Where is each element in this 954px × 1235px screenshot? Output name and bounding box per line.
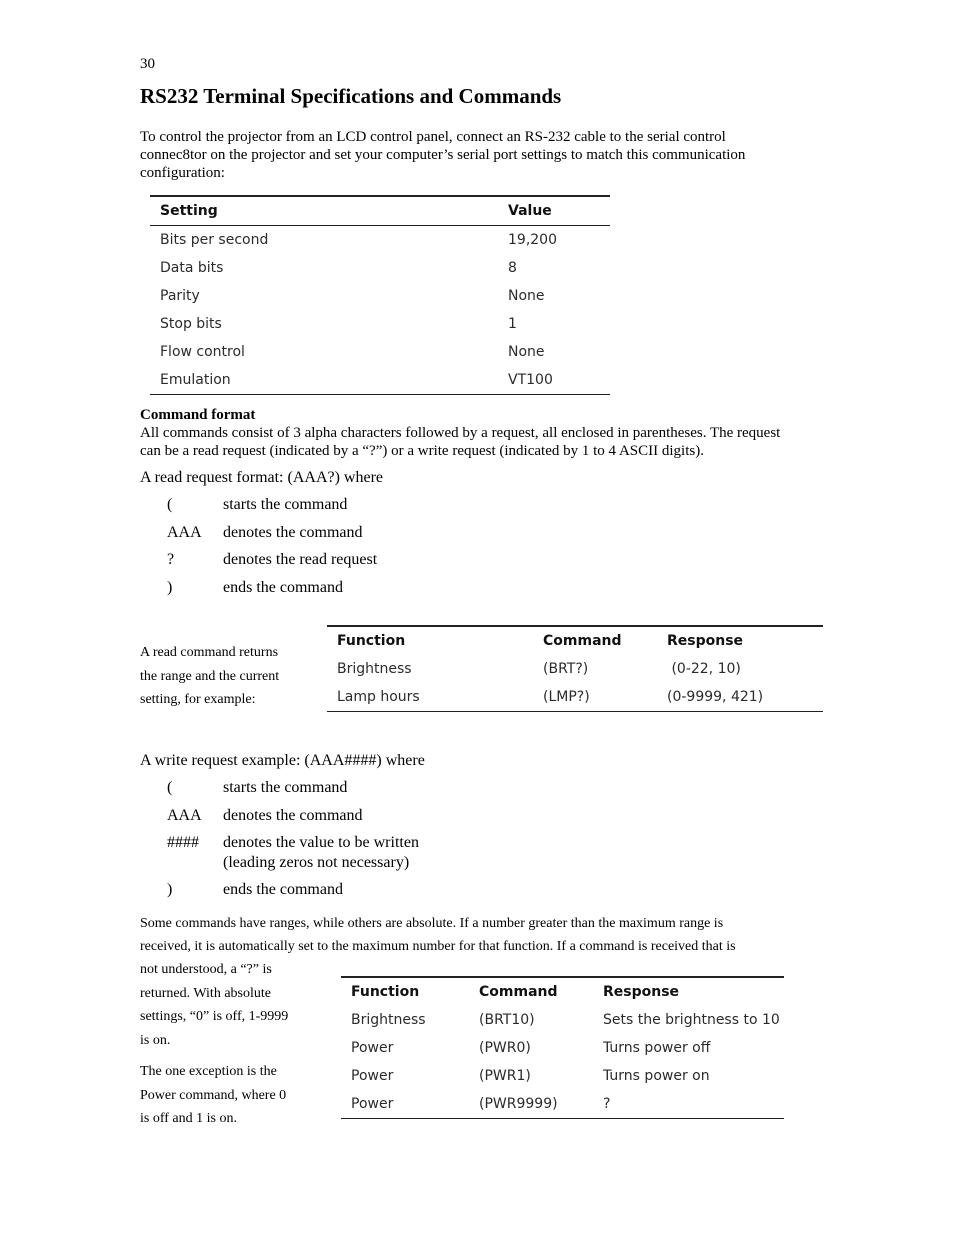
- read-request-intro: A read request format: (AAA?) where: [140, 469, 384, 486]
- column-header: Command: [479, 984, 558, 1000]
- setting-name: Emulation: [160, 372, 231, 388]
- note-line: not understood, a “?” is: [140, 962, 272, 977]
- note-line: A read command returns: [140, 645, 279, 660]
- read-request-list: [167, 496, 567, 606]
- list-desc: denotes the command: [223, 807, 363, 824]
- list-desc: denotes the read request: [223, 551, 378, 568]
- response-cell: ?: [603, 1096, 611, 1112]
- setting-value: None: [508, 344, 545, 360]
- page-number: 30: [140, 56, 155, 72]
- setting-name: Parity: [160, 288, 200, 304]
- intro-line: configuration:: [140, 165, 225, 181]
- list-desc: denotes the value to be written: [223, 834, 419, 851]
- read-example-table: [327, 625, 823, 712]
- list-symbol: (: [167, 779, 173, 796]
- table-row: [150, 226, 610, 255]
- setting-value: 8: [508, 260, 517, 276]
- list-symbol: ): [167, 881, 173, 898]
- column-header: Function: [337, 633, 406, 649]
- list-desc: starts the command: [223, 496, 348, 513]
- function-cell: Brightness: [351, 1012, 426, 1028]
- list-desc: ends the command: [223, 579, 343, 596]
- table-row: [150, 254, 610, 282]
- table-row: [341, 1034, 784, 1062]
- function-cell: Lamp hours: [337, 689, 420, 705]
- note-line: is off and 1 is on.: [140, 1111, 237, 1126]
- setting-name: Data bits: [160, 260, 224, 276]
- response-cell: Sets the brightness to 10: [603, 1012, 780, 1028]
- command-cell: (PWR1): [479, 1068, 531, 1084]
- list-symbol: ?: [167, 551, 175, 568]
- setting-value: VT100: [508, 372, 553, 388]
- column-header: Response: [667, 633, 744, 649]
- response-cell: (0-9999, 421): [667, 689, 764, 705]
- settings-table: [150, 195, 610, 395]
- note-line: The one exception is the: [140, 1064, 277, 1079]
- command-format-section: [140, 406, 820, 460]
- side-note-absolute: [140, 958, 320, 1052]
- function-cell: Power: [351, 1096, 394, 1112]
- note-line: setting, for example:: [140, 692, 256, 707]
- ranges-line: received, it is automatically set to the maximum number for that function. If a command is received that is: [140, 939, 736, 954]
- column-header: Response: [603, 984, 680, 1000]
- setting-name: Stop bits: [160, 316, 222, 332]
- setting-name: Flow control: [160, 344, 245, 360]
- ranges-line: Some commands have ranges, while others are absolute. If a number greater than the maximum range is: [140, 916, 724, 931]
- note-line: Power command, where 0: [140, 1087, 287, 1103]
- function-cell: Power: [351, 1040, 394, 1056]
- response-cell: (0-22, 10): [667, 661, 741, 677]
- table-row: [327, 655, 823, 683]
- list-symbol: AAA: [167, 524, 202, 541]
- note-line: returned. With absolute: [140, 985, 271, 1001]
- note-line: the range and the current: [140, 668, 280, 684]
- command-cell: (LMP?): [543, 689, 590, 705]
- setting-name: Bits per second: [160, 232, 269, 248]
- command-format-line: can be a read request (indicated by a “?”) or a write request (indicated by 1 to 4 ASCII digits).: [140, 443, 704, 459]
- command-format-line: All commands consist of 3 alpha characters followed by a request, all enclosed in parentheses. The request: [140, 425, 781, 441]
- column-header: Value: [498, 196, 610, 226]
- table-header-row: [341, 977, 784, 1006]
- column-header: Setting: [150, 196, 498, 226]
- response-cell: Turns power off: [603, 1040, 711, 1056]
- side-note-exception: [140, 1060, 320, 1131]
- table-row: [150, 282, 610, 310]
- list-desc: denotes the command: [223, 524, 363, 541]
- setting-value: 1: [508, 316, 517, 332]
- list-symbol: (: [167, 496, 173, 513]
- setting-value: None: [508, 288, 545, 304]
- setting-value: 19,200: [508, 232, 557, 248]
- function-cell: Power: [351, 1068, 394, 1084]
- command-cell: (PWR9999): [479, 1096, 558, 1112]
- table-row: [341, 1062, 784, 1090]
- intro-paragraph: [140, 128, 820, 182]
- note-line: settings, “0” is off, 1-9999: [140, 1009, 289, 1024]
- command-cell: (BRT10): [479, 1012, 535, 1028]
- response-cell: Turns power on: [603, 1068, 710, 1084]
- list-desc: (leading zeros not necessary): [223, 854, 410, 871]
- page-title: RS232 Terminal Specifications and Commands: [140, 84, 562, 108]
- table-header-row: [150, 196, 610, 226]
- column-header: Function: [351, 984, 420, 1000]
- command-format-heading: Command format: [140, 407, 256, 423]
- list-symbol: ): [167, 579, 173, 596]
- list-desc: ends the command: [223, 881, 343, 898]
- note-line: is on.: [140, 1032, 171, 1048]
- write-request-intro: A write request example: (AAA####) where: [140, 752, 425, 769]
- command-cell: (PWR0): [479, 1040, 531, 1056]
- list-symbol: AAA: [167, 807, 202, 824]
- list-desc: starts the command: [223, 779, 348, 796]
- intro-line: To control the projector from an LCD control panel, connect an RS-232 cable to the serial control: [140, 129, 726, 145]
- function-cell: Brightness: [337, 661, 412, 677]
- table-header-row: [327, 626, 823, 655]
- list-symbol: ####: [167, 834, 199, 851]
- table-row: [341, 1006, 784, 1034]
- intro-line: connec8tor on the projector and set your computer’s serial port settings to match this communication: [140, 147, 746, 163]
- ranges-paragraph: [140, 912, 820, 958]
- table-row: [327, 683, 823, 712]
- write-example-table: [341, 976, 784, 1119]
- command-cell: (BRT?): [543, 661, 589, 677]
- table-row: [150, 310, 610, 338]
- read-example-note: [140, 641, 320, 712]
- table-row: [150, 366, 610, 395]
- table-row: [150, 338, 610, 366]
- column-header: Command: [543, 633, 622, 649]
- table-row: [341, 1090, 784, 1119]
- write-request-list: [167, 779, 567, 909]
